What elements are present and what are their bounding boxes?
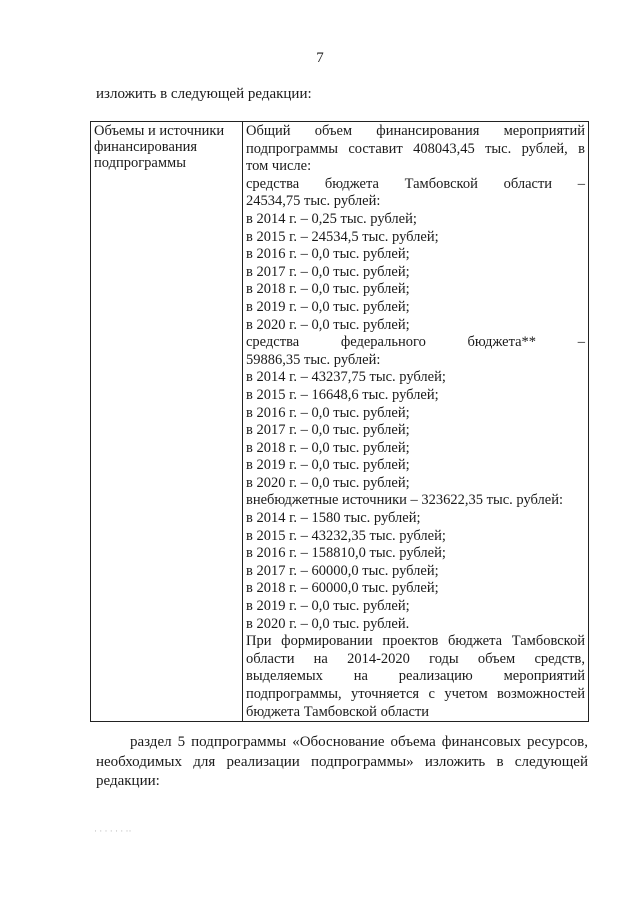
content-line: в 2015 г. – 43232,35 тыс. рублей; bbox=[246, 527, 446, 544]
content-line: в 2019 г. – 0,0 тыс. рублей; bbox=[246, 598, 410, 615]
table-content-cell bbox=[243, 122, 589, 722]
content-line: в 2017 г. – 60000,0 тыс. рублей; bbox=[246, 562, 439, 579]
content-line: подпрограммы составит 408043,45 тыс. рублей, в bbox=[246, 140, 585, 157]
content-line: в 2020 г. – 0,0 тыс. рублей; bbox=[246, 316, 410, 333]
page-number: 7 bbox=[316, 50, 324, 66]
content-line: выделяемых на реализацию мероприятий bbox=[246, 668, 585, 685]
content-line: в 2016 г. – 158810,0 тыс. рублей; bbox=[246, 545, 446, 562]
content-line: в 2017 г. – 0,0 тыс. рублей; bbox=[246, 263, 410, 280]
content-line: в 2018 г. – 60000,0 тыс. рублей; bbox=[246, 580, 439, 597]
content-line: в 2014 г. – 1580 тыс. рублей; bbox=[246, 510, 421, 527]
content-line: в 2019 г. – 0,0 тыс. рублей; bbox=[246, 298, 410, 315]
content-line: внебюджетные источники – 323622,35 тыс. рублей: bbox=[246, 492, 563, 509]
scan-artifact: · · · · · · ·· bbox=[94, 826, 132, 836]
content-line: 59886,35 тыс. рублей: bbox=[246, 351, 381, 368]
content-line: бюджета Тамбовской области bbox=[246, 703, 430, 720]
content-line: в 2016 г. – 0,0 тыс. рублей; bbox=[246, 404, 410, 421]
content-line: в 2014 г. – 43237,75 тыс. рублей; bbox=[246, 369, 446, 386]
content-line: в 2015 г. – 24534,5 тыс. рублей; bbox=[246, 228, 439, 245]
content-line: средства федерального бюджета** – bbox=[246, 334, 585, 351]
content-line: том числе: bbox=[246, 158, 312, 175]
content-line: в 2020 г. – 0,0 тыс. рублей; bbox=[246, 474, 410, 491]
section5-text: раздел 5 подпрограммы «Обоснование объема финансовых ресурсов, необходимых для реализации подпрограммы» изложить в следующей редакции: bbox=[96, 734, 588, 789]
content-line: 24534,75 тыс. рублей: bbox=[246, 193, 381, 210]
content-line: При формировании проектов бюджета Тамбовской bbox=[246, 633, 585, 650]
table-label-cell: Объемы и источники финансирования подпрограммы bbox=[91, 122, 243, 722]
content-line: в 2015 г. – 16648,6 тыс. рублей; bbox=[246, 386, 439, 403]
financing-table bbox=[90, 121, 589, 722]
content-line: в 2018 г. – 0,0 тыс. рублей; bbox=[246, 281, 410, 298]
content-line: в 2016 г. – 0,0 тыс. рублей; bbox=[246, 246, 410, 263]
section5-paragraph bbox=[96, 733, 588, 792]
content-line: подпрограммы, уточняется с учетом возможностей bbox=[246, 686, 585, 702]
content-line: в 2014 г. – 0,25 тыс. рублей; bbox=[246, 210, 417, 227]
content-line: в 2019 г. – 0,0 тыс. рублей; bbox=[246, 457, 410, 474]
content-line: в 2020 г. – 0,0 тыс. рублей. bbox=[246, 615, 410, 632]
content-line: области на 2014-2020 годы объем средств, bbox=[246, 650, 585, 667]
intro-text: изложить в следующей редакции: bbox=[96, 86, 312, 102]
content-line: в 2017 г. – 0,0 тыс. рублей; bbox=[246, 422, 410, 439]
content-line: в 2018 г. – 0,0 тыс. рублей; bbox=[246, 439, 410, 456]
content-line: средства бюджета Тамбовской области – bbox=[246, 175, 585, 192]
content-line: Общий объем финансирования мероприятий bbox=[246, 123, 585, 139]
table-row bbox=[91, 122, 589, 722]
